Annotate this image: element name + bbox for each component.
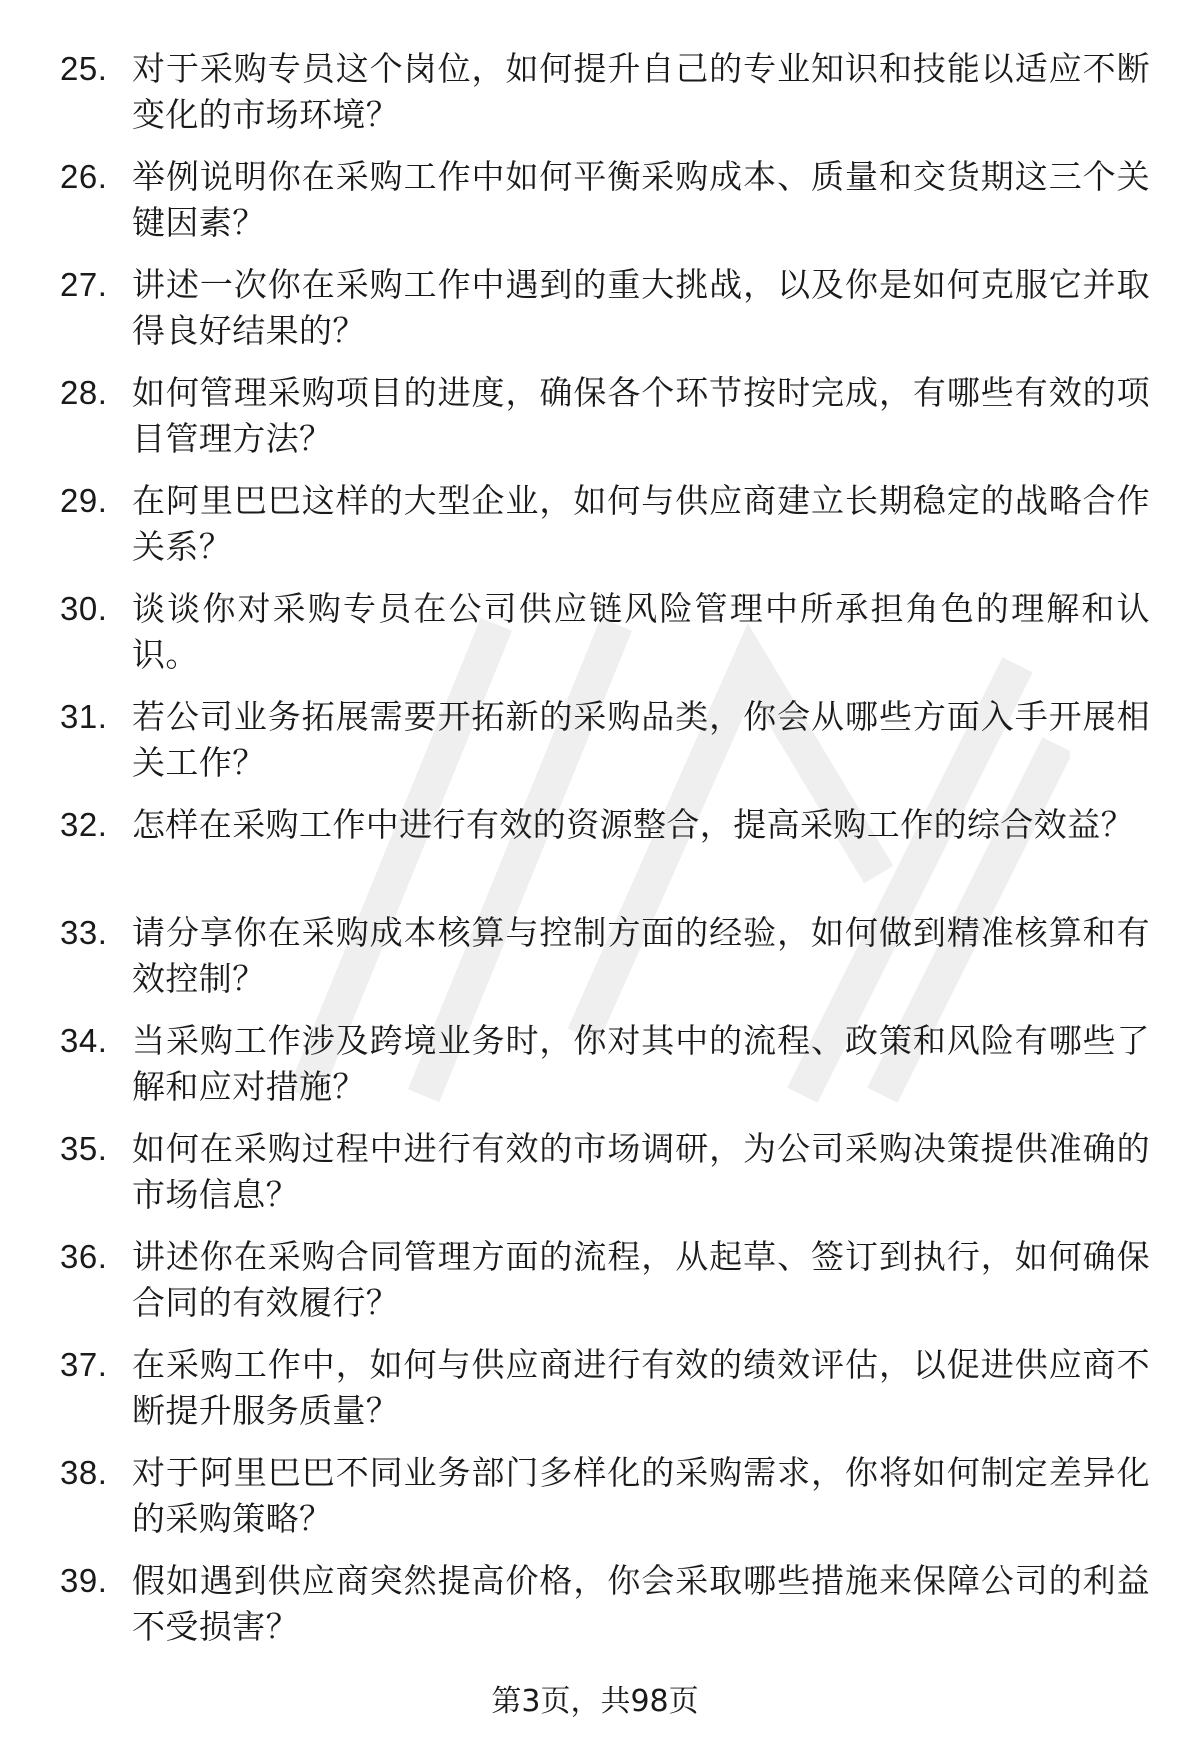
question-item [60, 694, 1150, 802]
question-item [60, 154, 1150, 262]
question-number: 39. [60, 1562, 108, 1599]
question-item [60, 910, 1150, 1018]
question-number: 35. [60, 1130, 108, 1167]
question-text: 讲述一次你在采购工作中遇到的重大挑战，以及你是如何克服它并取得良好结果的？ [132, 265, 1150, 350]
question-item [60, 46, 1150, 154]
question-text: 假如遇到供应商突然提高价格，你会采取哪些措施来保障公司的利益不受损害？ [132, 1561, 1150, 1646]
page-number-footer: 第3页，共98页 [491, 1684, 699, 1719]
question-number: 26. [60, 158, 108, 195]
question-text: 当采购工作涉及跨境业务时，你对其中的流程、政策和风险有哪些了解和应对措施？ [132, 1021, 1150, 1106]
question-item [60, 1018, 1150, 1126]
question-text: 讲述你在采购合同管理方面的流程，从起草、签订到执行，如何确保合同的有效履行？ [132, 1237, 1150, 1322]
question-item [60, 1234, 1150, 1342]
question-text: 如何在采购过程中进行有效的市场调研，为公司采购决策提供准确的市场信息？ [132, 1129, 1150, 1214]
question-text: 如何管理采购项目的进度，确保各个环节按时完成，有哪些有效的项目管理方法？ [132, 373, 1150, 458]
question-number: 27. [60, 266, 108, 303]
question-text: 举例说明你在采购工作中如何平衡采购成本、质量和交货期这三个关键因素？ [132, 157, 1150, 242]
question-number: 32. [60, 806, 108, 843]
question-text: 谈谈你对采购专员在公司供应链风险管理中所承担角色的理解和认识。 [132, 589, 1150, 674]
question-text: 对于阿里巴巴不同业务部门多样化的采购需求，你将如何制定差异化的采购策略？ [132, 1453, 1150, 1538]
question-text: 怎样在采购工作中进行有效的资源整合，提高采购工作的综合效益？ [132, 805, 1134, 844]
question-number: 29. [60, 482, 108, 519]
question-item [60, 1450, 1150, 1558]
question-item [60, 262, 1150, 370]
question-number: 31. [60, 698, 108, 735]
question-list [60, 46, 1150, 1666]
question-number: 34. [60, 1022, 108, 1059]
question-item [60, 478, 1150, 586]
question-text: 请分享你在采购成本核算与控制方面的经验，如何做到精准核算和有效控制？ [132, 913, 1150, 998]
question-number: 33. [60, 914, 108, 951]
question-text: 在采购工作中，如何与供应商进行有效的绩效评估，以促进供应商不断提升服务质量？ [132, 1345, 1150, 1430]
question-text: 在阿里巴巴这样的大型企业，如何与供应商建立长期稳定的战略合作关系？ [132, 481, 1150, 566]
question-item [60, 1558, 1150, 1666]
question-item [60, 370, 1150, 478]
question-item [60, 586, 1150, 694]
question-number: 25. [60, 50, 108, 87]
question-number: 37. [60, 1346, 108, 1383]
question-text: 若公司业务拓展需要开拓新的采购品类，你会从哪些方面入手开展相关工作？ [132, 697, 1150, 782]
question-number: 36. [60, 1238, 108, 1275]
question-item [60, 802, 1150, 910]
question-number: 28. [60, 374, 108, 411]
question-number: 30. [60, 590, 108, 627]
question-text: 对于采购专员这个岗位，如何提升自己的专业知识和技能以适应不断变化的市场环境？ [132, 49, 1150, 134]
question-item [60, 1342, 1150, 1450]
question-item [60, 1126, 1150, 1234]
question-number: 38. [60, 1454, 108, 1491]
